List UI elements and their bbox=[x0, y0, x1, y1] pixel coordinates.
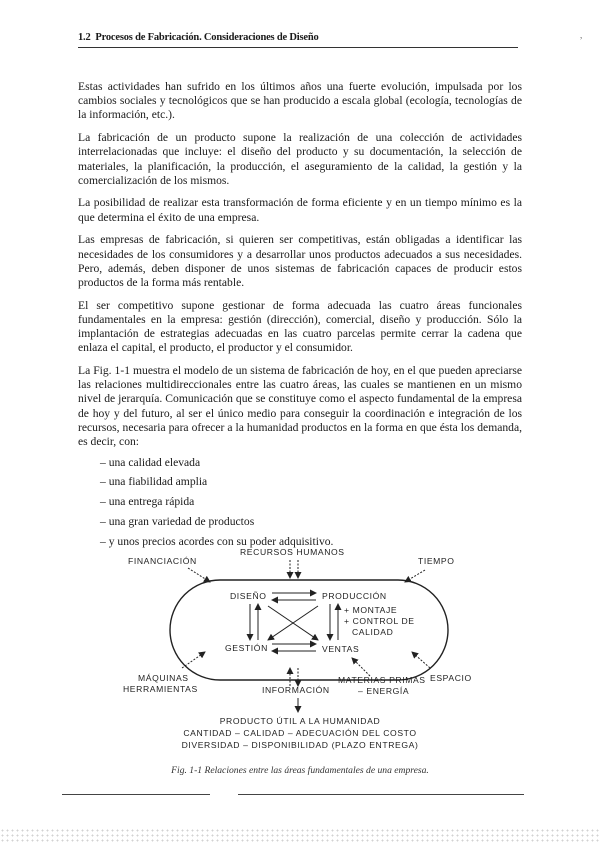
header-rule bbox=[78, 47, 518, 48]
arrow-espacio bbox=[412, 652, 430, 668]
list-item: – una gran variedad de productos bbox=[100, 515, 255, 529]
area-diseno: DISEÑO bbox=[230, 591, 267, 601]
list-item: – una entrega rápida bbox=[100, 495, 195, 509]
corner-mark: , bbox=[580, 30, 583, 40]
input-recursos-humanos: RECURSOS HUMANOS bbox=[240, 547, 345, 557]
header-title: Procesos de Fabricación. Consideraciones de Diseño bbox=[95, 32, 319, 43]
arrow-tiempo bbox=[405, 570, 425, 582]
input-informacion: INFORMACIÓN bbox=[262, 685, 330, 695]
manufacturing-system-diagram bbox=[0, 540, 600, 765]
produccion-item-montaje: + MONTAJE bbox=[344, 605, 398, 615]
running-header bbox=[78, 32, 518, 43]
input-maquinas: MÁQUINAS bbox=[138, 673, 189, 683]
area-ventas: VENTAS bbox=[322, 644, 360, 654]
input-espacio: ESPACIO bbox=[430, 673, 472, 683]
area-produccion: PRODUCCIÓN bbox=[322, 591, 387, 601]
system-boundary bbox=[170, 580, 448, 680]
input-herramientas: HERRAMIENTAS bbox=[123, 684, 198, 694]
footer-rule-left bbox=[62, 794, 210, 795]
paragraph-5: El ser competitivo supone gestionar de forma adecuada las cuatro áreas funcionales fundamentales en la empresa: gestión (dirección), comercial, diseño y producción. Sólo la implantación de estrategias adecuadas en las cuatro parcelas permite cerrar la cadena que enlaza el capital, el producto, el productor y el consumidor. bbox=[78, 298, 522, 355]
arrow-materias-primas bbox=[352, 658, 370, 676]
section-number: 1.2 bbox=[78, 32, 91, 43]
figure-caption: Fig. 1-1 Relaciones entre las áreas fundamentales de una empresa. bbox=[171, 765, 429, 776]
requirements-list bbox=[100, 456, 522, 549]
list-item: – y unos precios acordes con su poder adquisitivo. bbox=[100, 534, 334, 548]
paragraph-1: Estas actividades han sufrido en los últimos años una fuerte evolución, impulsada por los cambios sociales y tecnológicos que se han producido a escala global (ecología, tecnologías de la información, etc.). bbox=[78, 80, 522, 122]
area-gestion: GESTIÓN bbox=[225, 643, 268, 653]
input-tiempo: TIEMPO bbox=[418, 556, 455, 566]
input-financiacion: FINANCIACIÓN bbox=[128, 556, 197, 566]
arrow-financiacion bbox=[188, 568, 210, 582]
produccion-item-calidad: CALIDAD bbox=[352, 627, 394, 637]
paragraph-4: Las empresas de fabricación, si quieren ser competitivas, están obligadas a identificar las necesidades de los consumidores y a desarrollar unos productos adecuados a sus necesidades. Pero, además, deben disponer de unos sistemas de fabricación capaces de producir estos productos de la forma más rentable. bbox=[78, 233, 522, 289]
arrow-maquinas bbox=[182, 652, 205, 668]
paragraph-6: La Fig. 1-1 muestra el modelo de un sistema de fabricación de hoy, en el que pueden apreciarse las relaciones multidireccionales entre las cuatro áreas, las cuales se mantienen en un mismo nivel de jerarquía. Comunicación que se constituye como el aspecto fundamental de la empresa de hoy y del futuro, al ser el único medio para conseguir la coordinación e integración de los recursos, necesaria para ofrecer a la humanidad productos en la forma en que ésta los demanda, es decir, con: bbox=[78, 363, 522, 448]
output-line-1: PRODUCTO ÚTIL A LA HUMANIDAD bbox=[219, 716, 381, 726]
paragraph-2: La fabricación de un producto supone la realización de una colección de actividades interrelacionadas que incluye: el diseño del producto y su documentación, la selección de materiales, la planificación, la producción, el aseguramiento de la calidad, la gestión y la comercialización de los mismos. bbox=[78, 131, 522, 187]
produccion-item-control: + CONTROL DE bbox=[344, 616, 415, 626]
output-line-3: DIVERSIDAD – DISPONIBILIDAD (PLAZO ENTREGA) bbox=[181, 740, 419, 750]
body-text bbox=[78, 80, 522, 555]
list-item: – una fiabilidad amplia bbox=[100, 475, 208, 489]
paragraph-3: La posibilidad de realizar esta transformación de forma eficiente y en un tiempo mínimo es la que determina el éxito de una empresa. bbox=[78, 196, 522, 224]
input-energia: – ENERGÍA bbox=[358, 686, 410, 696]
output-line-2: CANTIDAD – CALIDAD – ADECUACIÓN DEL COSTO bbox=[183, 728, 417, 738]
list-item: – una calidad elevada bbox=[100, 455, 201, 469]
footer-rule-right bbox=[238, 794, 524, 795]
scan-noise bbox=[0, 828, 600, 842]
input-materias-primas: MATERIAS PRIMAS bbox=[338, 675, 426, 685]
